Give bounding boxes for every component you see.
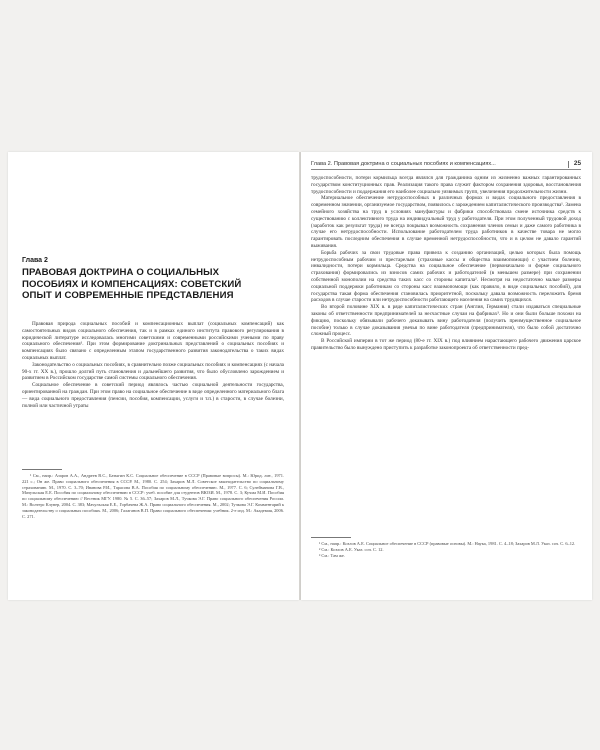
footnote: ² См.: Козлов А.Е. Указ. соч. С. 12. (319, 546, 384, 552)
running-head-text: Глава 2. Правовая доктрина о социальных пособиях и компенсациях... (311, 161, 496, 167)
footnote: ¹ См., напр.: Козлов А.Е. Социальное обеспечение в СССР (правовые основы). М.: Наука, 1981. С. 4–18; Захаров М.Л. Указ. соч. С. 6–12. (319, 541, 576, 546)
paragraph: Социальное обеспечение в советский период являлось частью социальной деятельности государства, ориентированной на граждан. При этом право на социальное обеспечение в виде определенного материального блага — вида социального предоставления (пенсии, пособия, компенсации, услуги и т.п.) в старости, в случае болезни, полной или частичной утраты (22, 382, 284, 409)
right-footnotes (311, 537, 581, 558)
paragraph: Во второй половине XIX в. в ряде капиталистических стран (Англия, Германия) стали издаваться специальные законы об ответственности предпринимателей за несчастные случаи на фабриках³. Но и они были больше похожи на фикцию, поскольку обязывали рабочего доказывать вину работодателя (получить преимущественное социальное пособие) только в случае доказывания увечья по вине работодателя (предпринимателя), что было собой достаточно сложный процесс. (311, 304, 581, 338)
page-number: 25 (573, 160, 581, 167)
paragraph: Правовая природа социальных пособий и компенсационных выплат (социальных компенсаций) как самостоятельных видов социального обеспечения, так и в рамках единого института правового регулирования в юридической литературе исследовалась многими советскими и современными российскими учеными по праву социального обеспечения¹. При этом формирование доктринальных представлений о социальных пособиях и компенсациях было связано с определенным этапом государственного развития законодательства о таких видах социальных выплат. (22, 321, 284, 361)
running-head-divider (568, 161, 569, 168)
left-page-bottom-footnotes (8, 152, 299, 600)
paragraph: Борьба рабочих за свои трудовые права привела к созданию организаций, целью которых была помощь нетрудоспособным рабочим и престарелым (страховые кассы и общества взаимопомощи) с участием болезни, инвалидности, потери кормильца. Средства на социальное обеспечение (первоначально и форме социального страхования) формировались из взносов самих рабочих и работодателей (в меньшем размере) при сохранении собственной монополии на средства таких касс со стороны капитала². Несмотря на недостаточно малые размеры социальной поддержки работникам со стороны касс взаимопомощи (как правило, в виде социальных пособий), для государства такая форма обеспечения становилась приоритетной, поскольку давала возможность переложить бремя расходов в случае старости или нетрудоспособности работающего населения на самих трудящихся. (311, 249, 581, 304)
footnote-rule (311, 537, 351, 538)
right-page (301, 152, 592, 600)
footnote: ³ См.: Там же. (319, 552, 345, 558)
paragraph: трудоспособности, потери кормильца всегда являлся для гражданина одним из жизненно важных гарантированных государством конституционных прав. Реализация такого права служит фактором сохранения здоровья, восстановления трудоспособности и поддержания его наиболее социально уязвимых групп, увеличения продолжительности жизни. (311, 175, 581, 195)
right-body-text (311, 175, 581, 352)
running-head (311, 160, 581, 170)
chapter-label: Глава 2 (22, 257, 48, 264)
footnote: ¹ См., напр.: Азаров А.А., Андреев В.С., Батыгин К.С. Социальное обеспечение в СССР (Правовые вопросы). М.: Юрид. лит., 1971. 221 с.; Он же. Право социального обеспечения в СССР. М., 1980. С. 254; Захаров М.Л. Советское законодательство по социальному страхованию. М., 1970. С. 3–70; Иванова Р.И., Тарасова В.А. Пособия по социальному обеспечению. М., 1977. С. 6; Сулейманова Г.В., Мачульская Е.Е. Пособия по социальному обеспечению в СССР: учеб. пособие для студентов ВЮЗИ. М., 1978. С. 3; Кучма М.И. Пособия по социальному обеспечению // Вестник МГУ. 1980. № 5. С. 36–57; Захаров М.Л., Тучкова Э.Г. Право социального обеспечения России. М.: Волтерс Клувер, 2004. С. 383; Мачульская Е.Е., Горбачева Ж.А. Право социального обеспечения. М., 2002; Тучкова Э.Г. Комментарий к законодательству о социальных пособиях. М., 2006; Галаганов В.П. Право социального обеспечения: учебник. 2-е изд. М.: Академия, 2006. С. 271. (22, 473, 284, 519)
chapter-title: ПРАВОВАЯ ДОКТРИНА О СОЦИАЛЬНЫХ ПОСОБИЯХ И КОМПЕНСАЦИЯХ: СОВЕТСКИЙ ОПЫТ И СОВРЕМЕННЫЕ ПРЕДСТАВЛЕНИЯ (22, 267, 242, 301)
paragraph: Материальное обеспечение нетрудоспособных в различных формах и видах социального предоставления в современном значении, организуемое государством, появилось с зарождением капиталистического производства¹. Замена семейного хозяйства на труд в условиях мануфактуры и фабрики способствовала смене источника средств к существованию с коллективного труда на индивидуальный труд у работодателя. При этом полученный трудовой доход (заработок как результат труда) не всегда покрывал возможность сохранения членов семьи и даже самого работника в случае его нетрудоспособности. Использование работодателем труда работников в качестве товара не могло гарантировать последним обеспечения в случае временной нетрудоспособности, что и в целом не давало гарантий выживания. (311, 195, 581, 249)
paragraph: В Российской империи в тот же период (80-е гг. XIX в.) под влиянием нарастающего рабочего движения царское правительство было вынуждено приступить к разработке законопроекта об ответственности пред- (311, 338, 581, 351)
paragraph: Законодательство о социальных пособиях, в сравнительно позже социальных пособиях и компенсациях (с начала 90-х гг. XX в.), прошло долгий путь становления и дальнейшего развития, что было обусловлено зарождением и развитием в Российском государстве самой системы социального обеспечения. (22, 361, 284, 382)
